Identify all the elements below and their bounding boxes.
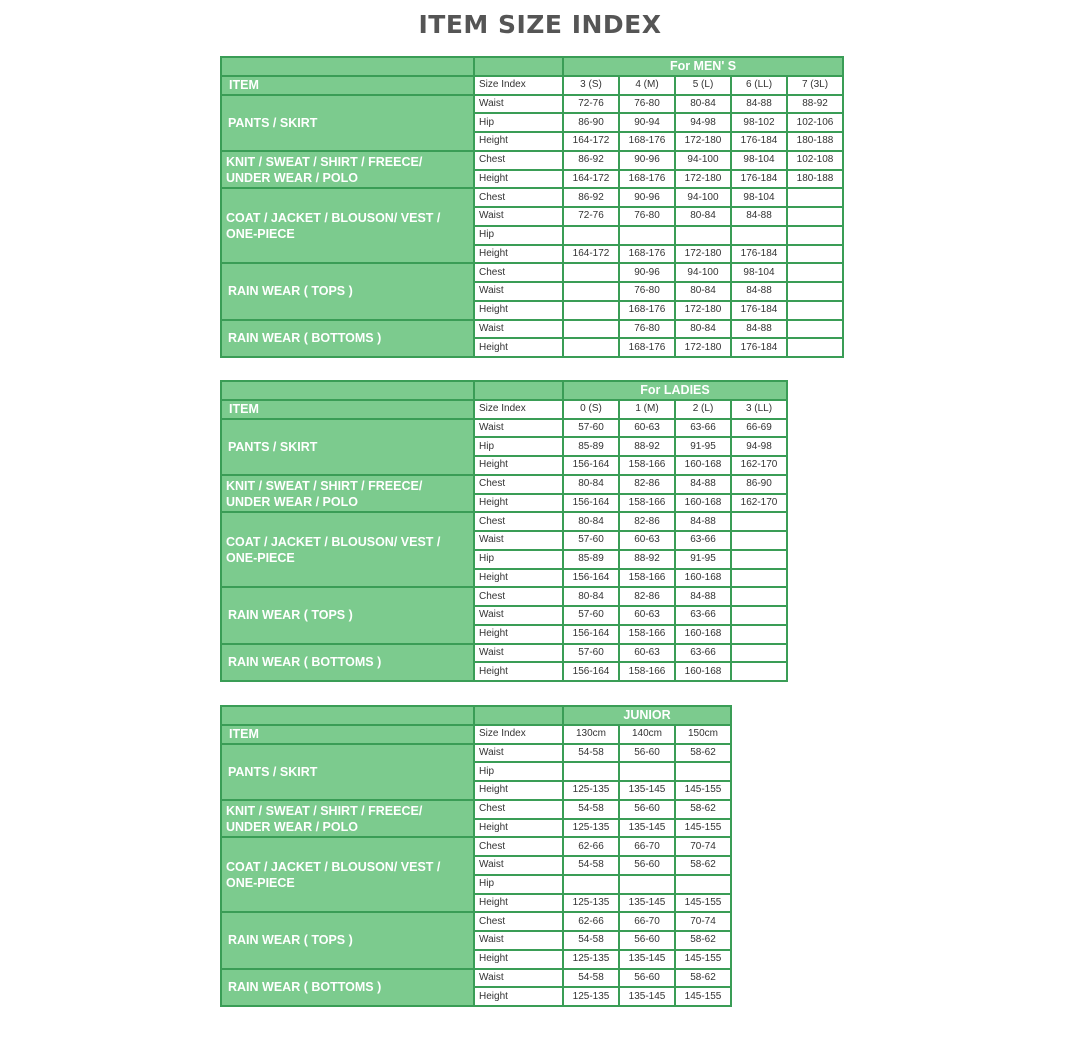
size-value: 58-62 [675, 969, 731, 988]
size-value: 145-155 [675, 950, 731, 969]
measurement-row [221, 644, 787, 663]
size-value: 94-100 [675, 151, 731, 170]
size-value: 56-60 [619, 931, 675, 950]
measurement-row [221, 320, 843, 339]
measurement-row [221, 969, 731, 988]
category-name: RAIN WEAR ( BOTTOMS ) [221, 320, 474, 358]
item-header: ITEM [221, 76, 474, 95]
category-name: RAIN WEAR ( BOTTOMS ) [221, 644, 474, 682]
size-value: 54-58 [563, 744, 619, 763]
size-header: 130cm [563, 725, 619, 744]
size-value: 102-106 [787, 113, 843, 132]
measurement-row [221, 587, 787, 606]
measure-label: Height [474, 569, 563, 588]
size-value [563, 338, 619, 357]
size-value: 125-135 [563, 950, 619, 969]
measure-label: Hip [474, 437, 563, 456]
size-value: 80-84 [675, 282, 731, 301]
size-value: 60-63 [619, 644, 675, 663]
size-value: 160-168 [675, 569, 731, 588]
size-value [675, 762, 731, 781]
measure-label: Hip [474, 762, 563, 781]
size-value: 82-86 [619, 475, 675, 494]
size-value: 98-104 [731, 188, 787, 207]
size-value: 156-164 [563, 625, 619, 644]
size-value [731, 569, 787, 588]
size-header: 7 (3L) [787, 76, 843, 95]
size-value: 145-155 [675, 819, 731, 838]
group-header-row [221, 381, 787, 400]
size-value: 56-60 [619, 800, 675, 819]
category-name: COAT / JACKET / BLOUSON/ VEST / ONE-PIECE [221, 188, 474, 263]
size-value: 86-92 [563, 151, 619, 170]
measurement-row [221, 475, 787, 494]
size-value [731, 531, 787, 550]
size-value [731, 587, 787, 606]
size-value: 158-166 [619, 456, 675, 475]
size-value: 162-170 [731, 456, 787, 475]
measure-label: Waist [474, 95, 563, 114]
size-value: 125-135 [563, 894, 619, 913]
category-name: KNIT / SWEAT / SHIRT / FREECE/ UNDER WEAR / POLO [221, 151, 474, 189]
measure-label: Waist [474, 531, 563, 550]
size-value: 80-84 [675, 207, 731, 226]
size-value [731, 226, 787, 245]
size-header: 4 (M) [619, 76, 675, 95]
size-value: 72-76 [563, 207, 619, 226]
size-value: 84-88 [675, 512, 731, 531]
size-value: 76-80 [619, 282, 675, 301]
size-value: 172-180 [675, 245, 731, 264]
size-value: 156-164 [563, 569, 619, 588]
measure-label: Chest [474, 475, 563, 494]
size-value: 135-145 [619, 894, 675, 913]
size-value: 80-84 [563, 512, 619, 531]
size-header: 5 (L) [675, 76, 731, 95]
size-value [619, 875, 675, 894]
measure-label: Height [474, 987, 563, 1006]
size-table [220, 705, 732, 1007]
measurement-row [221, 912, 731, 931]
size-header: 2 (L) [675, 400, 731, 419]
size-value [731, 606, 787, 625]
measure-label: Waist [474, 744, 563, 763]
size-value: 66-70 [619, 837, 675, 856]
page-title: ITEM SIZE INDEX [418, 10, 662, 39]
measurement-row [221, 188, 843, 207]
size-value: 125-135 [563, 987, 619, 1006]
size-value: 58-62 [675, 800, 731, 819]
size-value [619, 762, 675, 781]
size-value: 60-63 [619, 419, 675, 438]
size-value [787, 226, 843, 245]
blank-header-cell [221, 57, 474, 76]
size-header-row [221, 76, 843, 95]
measure-label: Waist [474, 207, 563, 226]
category-name: RAIN WEAR ( TOPS ) [221, 912, 474, 968]
size-header: 1 (M) [619, 400, 675, 419]
measurement-row [221, 419, 787, 438]
size-value: 160-168 [675, 662, 731, 681]
size-value [619, 226, 675, 245]
measurement-row [221, 95, 843, 114]
category-name: RAIN WEAR ( TOPS ) [221, 587, 474, 643]
size-value [563, 320, 619, 339]
size-value: 158-166 [619, 569, 675, 588]
size-value: 176-184 [731, 301, 787, 320]
size-value: 98-104 [731, 263, 787, 282]
measure-label: Waist [474, 969, 563, 988]
measure-label: Height [474, 781, 563, 800]
measure-label: Chest [474, 912, 563, 931]
category-name: RAIN WEAR ( BOTTOMS ) [221, 969, 474, 1007]
size-value [563, 301, 619, 320]
size-value: 168-176 [619, 301, 675, 320]
size-value: 164-172 [563, 245, 619, 264]
size-value [731, 512, 787, 531]
measure-label: Waist [474, 282, 563, 301]
measure-label: Height [474, 301, 563, 320]
size-value: 164-172 [563, 132, 619, 151]
measurement-row [221, 800, 731, 819]
blank-header-cell [221, 706, 474, 725]
size-value: 172-180 [675, 170, 731, 189]
measure-label: Chest [474, 512, 563, 531]
size-value: 88-92 [619, 437, 675, 456]
measure-label: Height [474, 245, 563, 264]
size-value: 180-188 [787, 132, 843, 151]
blank-header-cell [474, 706, 563, 725]
size-value: 145-155 [675, 894, 731, 913]
size-value: 88-92 [619, 550, 675, 569]
size-value: 168-176 [619, 245, 675, 264]
size-value: 160-168 [675, 625, 731, 644]
size-value: 84-88 [731, 282, 787, 301]
size-value [563, 263, 619, 282]
size-value [787, 188, 843, 207]
size-value: 70-74 [675, 837, 731, 856]
size-value [787, 320, 843, 339]
group-name: JUNIOR [563, 706, 731, 725]
size-value [675, 226, 731, 245]
size-value: 156-164 [563, 494, 619, 513]
size-value: 172-180 [675, 301, 731, 320]
measure-label: Height [474, 132, 563, 151]
size-value: 58-62 [675, 856, 731, 875]
size-header: 140cm [619, 725, 675, 744]
size-table [220, 56, 844, 358]
size-value [731, 550, 787, 569]
size-value: 57-60 [563, 606, 619, 625]
size-header: 3 (S) [563, 76, 619, 95]
size-value [787, 263, 843, 282]
group-name: For LADIES [563, 381, 787, 400]
size-value: 57-60 [563, 419, 619, 438]
size-value: 86-92 [563, 188, 619, 207]
size-header: 150cm [675, 725, 731, 744]
size-value: 158-166 [619, 494, 675, 513]
category-name: KNIT / SWEAT / SHIRT / FREECE/ UNDER WEAR / POLO [221, 800, 474, 838]
size-value [675, 875, 731, 894]
size-value: 168-176 [619, 338, 675, 357]
size-header-row [221, 725, 731, 744]
category-name: COAT / JACKET / BLOUSON/ VEST / ONE-PIECE [221, 837, 474, 912]
size-value: 54-58 [563, 969, 619, 988]
size-table [220, 380, 788, 682]
size-value: 80-84 [563, 475, 619, 494]
measure-label: Height [474, 456, 563, 475]
size-value: 172-180 [675, 338, 731, 357]
size-value: 94-100 [675, 188, 731, 207]
measure-label: Waist [474, 606, 563, 625]
measure-label: Height [474, 170, 563, 189]
measure-label: Chest [474, 587, 563, 606]
size-value: 76-80 [619, 207, 675, 226]
size-value: 125-135 [563, 819, 619, 838]
size-value: 90-96 [619, 263, 675, 282]
size-value: 63-66 [675, 606, 731, 625]
size-value: 94-100 [675, 263, 731, 282]
size-value: 63-66 [675, 419, 731, 438]
size-value: 164-172 [563, 170, 619, 189]
measure-label: Waist [474, 644, 563, 663]
size-value: 98-104 [731, 151, 787, 170]
size-value: 135-145 [619, 781, 675, 800]
size-value: 94-98 [675, 113, 731, 132]
size-value: 85-89 [563, 437, 619, 456]
measure-label: Height [474, 662, 563, 681]
size-value [787, 207, 843, 226]
size-value: 180-188 [787, 170, 843, 189]
measurement-row [221, 744, 731, 763]
size-value: 66-70 [619, 912, 675, 931]
size-value: 54-58 [563, 931, 619, 950]
measure-label: Chest [474, 188, 563, 207]
category-name: PANTS / SKIRT [221, 744, 474, 800]
size-value: 84-88 [675, 587, 731, 606]
size-value: 56-60 [619, 969, 675, 988]
measure-label: Height [474, 894, 563, 913]
measure-label: Height [474, 625, 563, 644]
blank-header-cell [474, 381, 563, 400]
size-value [787, 282, 843, 301]
size-value: 60-63 [619, 606, 675, 625]
size-value: 90-94 [619, 113, 675, 132]
size-value: 82-86 [619, 587, 675, 606]
size-value: 54-58 [563, 856, 619, 875]
measure-label: Chest [474, 800, 563, 819]
measure-label: Hip [474, 113, 563, 132]
size-value [563, 226, 619, 245]
size-value: 80-84 [563, 587, 619, 606]
size-value: 91-95 [675, 550, 731, 569]
size-value: 57-60 [563, 531, 619, 550]
group-header-row [221, 706, 731, 725]
size-value: 86-90 [731, 475, 787, 494]
size-value: 62-66 [563, 912, 619, 931]
measure-label: Waist [474, 856, 563, 875]
measure-label: Height [474, 950, 563, 969]
size-value: 94-98 [731, 437, 787, 456]
measure-label: Height [474, 338, 563, 357]
measure-label: Hip [474, 226, 563, 245]
measure-label: Hip [474, 875, 563, 894]
size-value [563, 282, 619, 301]
measure-label: Hip [474, 550, 563, 569]
size-index-header: Size Index [474, 400, 563, 419]
size-value [787, 338, 843, 357]
size-value: 82-86 [619, 512, 675, 531]
size-value: 84-88 [731, 320, 787, 339]
size-value: 62-66 [563, 837, 619, 856]
category-name: RAIN WEAR ( TOPS ) [221, 263, 474, 319]
size-value: 176-184 [731, 245, 787, 264]
size-value: 85-89 [563, 550, 619, 569]
measurement-row [221, 151, 843, 170]
measurement-row [221, 512, 787, 531]
size-value [787, 245, 843, 264]
group-header-row [221, 57, 843, 76]
size-value: 135-145 [619, 987, 675, 1006]
size-value: 84-88 [731, 207, 787, 226]
size-value: 91-95 [675, 437, 731, 456]
blank-header-cell [221, 381, 474, 400]
size-value [731, 662, 787, 681]
size-value: 63-66 [675, 644, 731, 663]
category-name: PANTS / SKIRT [221, 419, 474, 475]
size-value: 56-60 [619, 744, 675, 763]
size-value: 168-176 [619, 132, 675, 151]
size-value: 76-80 [619, 320, 675, 339]
size-value: 176-184 [731, 170, 787, 189]
size-value: 58-62 [675, 931, 731, 950]
size-value: 88-92 [787, 95, 843, 114]
size-value: 60-63 [619, 531, 675, 550]
category-name: KNIT / SWEAT / SHIRT / FREECE/ UNDER WEAR / POLO [221, 475, 474, 513]
measure-label: Chest [474, 837, 563, 856]
size-value [563, 875, 619, 894]
size-value [731, 625, 787, 644]
size-value: 63-66 [675, 531, 731, 550]
size-value: 86-90 [563, 113, 619, 132]
size-index-header: Size Index [474, 725, 563, 744]
size-value: 76-80 [619, 95, 675, 114]
size-header: 6 (LL) [731, 76, 787, 95]
measure-label: Chest [474, 151, 563, 170]
measure-label: Waist [474, 931, 563, 950]
size-value: 58-62 [675, 744, 731, 763]
size-value [787, 301, 843, 320]
size-value: 145-155 [675, 987, 731, 1006]
size-value: 56-60 [619, 856, 675, 875]
size-value: 176-184 [731, 132, 787, 151]
size-value: 98-102 [731, 113, 787, 132]
measure-label: Waist [474, 419, 563, 438]
measure-label: Waist [474, 320, 563, 339]
size-value: 125-135 [563, 781, 619, 800]
category-name: COAT / JACKET / BLOUSON/ VEST / ONE-PIECE [221, 512, 474, 587]
size-value: 176-184 [731, 338, 787, 357]
item-header: ITEM [221, 725, 474, 744]
size-value: 90-96 [619, 188, 675, 207]
measurement-row [221, 263, 843, 282]
size-header-row [221, 400, 787, 419]
size-value: 135-145 [619, 819, 675, 838]
size-index-header: Size Index [474, 76, 563, 95]
size-value: 160-168 [675, 494, 731, 513]
size-value: 172-180 [675, 132, 731, 151]
size-value: 145-155 [675, 781, 731, 800]
size-value: 158-166 [619, 662, 675, 681]
size-header: 3 (LL) [731, 400, 787, 419]
size-value: 84-88 [675, 475, 731, 494]
item-header: ITEM [221, 400, 474, 419]
category-name: PANTS / SKIRT [221, 95, 474, 151]
blank-header-cell [474, 57, 563, 76]
size-value: 158-166 [619, 625, 675, 644]
size-value: 90-96 [619, 151, 675, 170]
size-value: 168-176 [619, 170, 675, 189]
size-value [563, 762, 619, 781]
group-name: For MEN' S [563, 57, 843, 76]
measure-label: Chest [474, 263, 563, 282]
size-header: 0 (S) [563, 400, 619, 419]
size-value [731, 644, 787, 663]
size-value: 162-170 [731, 494, 787, 513]
measurement-row [221, 837, 731, 856]
size-value: 160-168 [675, 456, 731, 475]
size-value: 80-84 [675, 95, 731, 114]
size-value: 66-69 [731, 419, 787, 438]
size-value: 80-84 [675, 320, 731, 339]
measure-label: Height [474, 494, 563, 513]
size-value: 70-74 [675, 912, 731, 931]
size-value: 135-145 [619, 950, 675, 969]
measure-label: Height [474, 819, 563, 838]
size-value: 54-58 [563, 800, 619, 819]
size-value: 156-164 [563, 662, 619, 681]
size-value: 72-76 [563, 95, 619, 114]
size-value: 84-88 [731, 95, 787, 114]
size-value: 102-108 [787, 151, 843, 170]
size-value: 156-164 [563, 456, 619, 475]
size-value: 57-60 [563, 644, 619, 663]
